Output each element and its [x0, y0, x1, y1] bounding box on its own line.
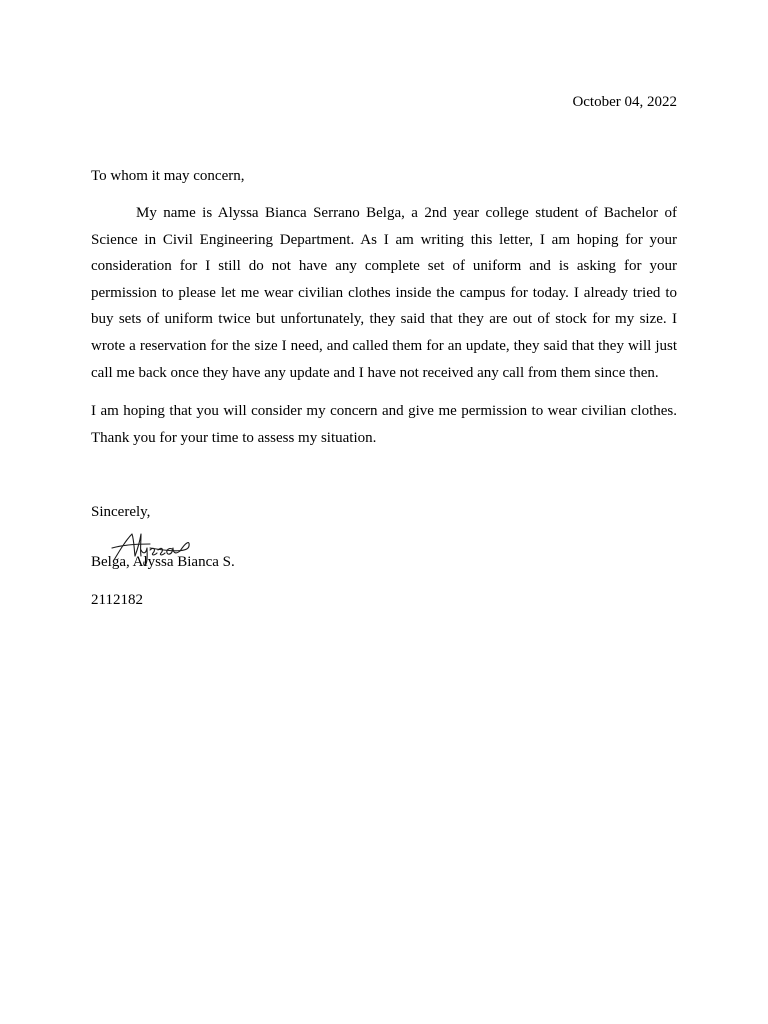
signatory-name: Belga, Alyssa Bianca S. — [91, 554, 235, 570]
body-paragraph-1: My name is Alyssa Bianca Serrano Belga, a 2nd year college student of Bachelor of Science in Civil Engineering Department. As I am writing this letter, I am hoping for your consideration for I still do not have any complete set of uniform and is asking for your permission to please let me wear civilian clothes inside the campus for today. I already tried to buy sets of uniform twice but unfortunately, they said that they are out of stock for my size. I wrote a reservation for the size I need, and called them for an update, they said that they will just call me back once they have any update and I have not received any call from them since then. — [91, 205, 677, 381]
body-paragraph-2: I am hoping that you will consider my concern and give me permission to wear civilian clothes. Thank you for your time to assess my situation. — [91, 403, 677, 446]
student-id: 2112182 — [91, 592, 143, 608]
closing: Sincerely, — [91, 504, 151, 520]
letter-date: October 04, 2022 — [572, 94, 677, 110]
handwritten-signature — [110, 528, 200, 566]
salutation: To whom it may concern, — [91, 168, 245, 184]
